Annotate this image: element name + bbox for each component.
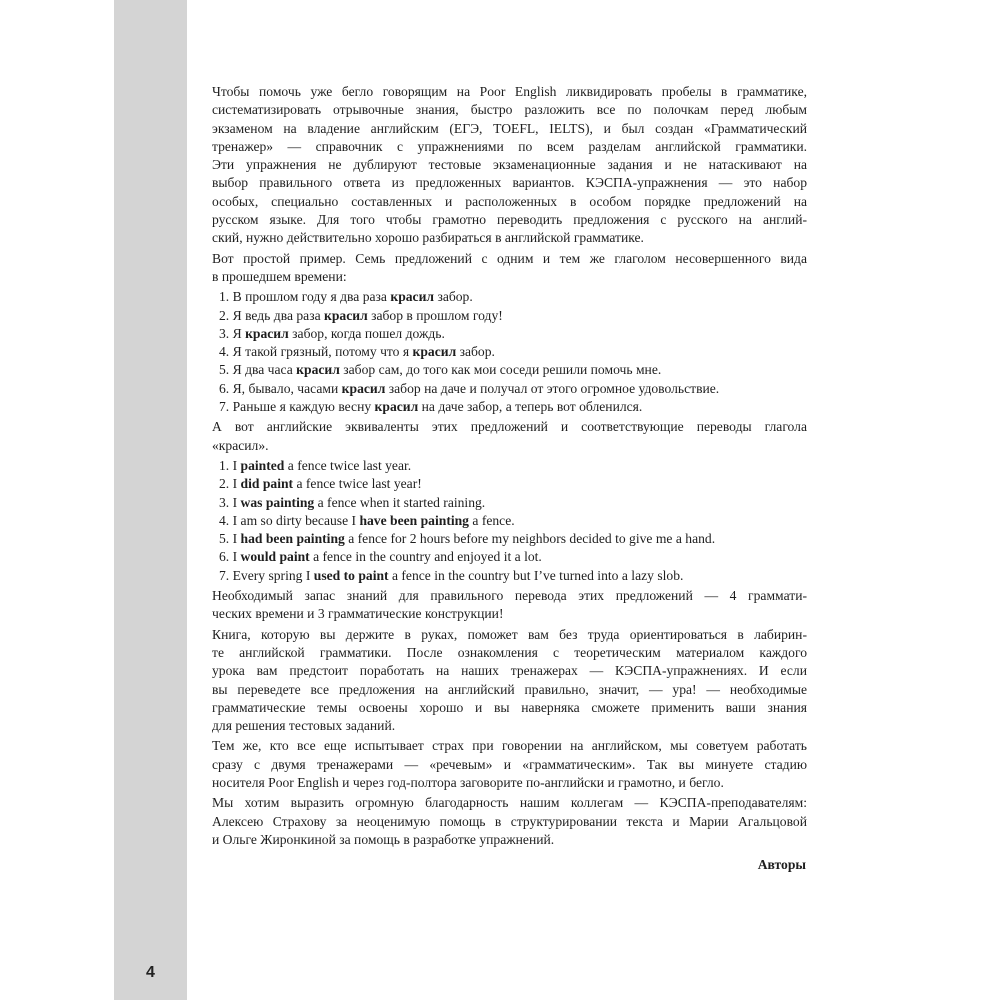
sentence-text: забор. <box>434 289 473 305</box>
example-list <box>212 457 807 585</box>
sentence-text: Я <box>232 325 246 341</box>
sentence-text: a fence twice last year! <box>293 476 422 492</box>
highlighted-verb: did paint <box>240 476 294 492</box>
page-body <box>212 83 807 851</box>
sentence-text: Я, бывало, часами <box>232 380 342 396</box>
text-line: Тем же, кто все еще испытывает страх при говорении на английском, мы советуем работать <box>212 738 807 754</box>
text-line: экзаменом на владение английским (ЕГЭ, TOEFL, IELTS), и был создан «Грамматический <box>212 120 807 136</box>
highlighted-verb: would paint <box>240 549 310 565</box>
list-number: 7. <box>219 399 230 415</box>
text-line: носителя Poor English и через год-полтора заговорите по-английски и грамотно, и бегло. <box>212 774 724 790</box>
text-line: и Ольге Жиронкиной за помощь в разработке упражнений. <box>212 831 555 847</box>
list-number: 5. <box>219 362 230 378</box>
sentence-text: a fence in the country and enjoyed it a lot. <box>309 549 542 565</box>
sentence-text: a fence in the country but I’ve turned into a lazy slob. <box>388 567 684 583</box>
highlighted-verb: красил <box>341 380 386 396</box>
highlighted-verb: красил <box>374 399 419 415</box>
text-line: Книга, которую вы держите в руках, поможет вам без труда ориентироваться в лабирин- <box>212 626 807 642</box>
sentence-text: В прошлом году я два раза <box>232 289 391 305</box>
list-number: 4. <box>219 512 230 528</box>
list-item <box>212 494 807 512</box>
paragraph <box>212 737 807 792</box>
list-number: 1. <box>219 289 230 305</box>
text-line: вы переведете все предложения на английский правильно, значит, — ура! — необходимые <box>212 681 807 697</box>
highlighted-verb: красил <box>390 289 435 305</box>
list-number: 6. <box>219 549 230 565</box>
highlighted-verb: had been painting <box>240 531 345 547</box>
page-number: 4 <box>146 964 155 981</box>
sentence-text: I <box>232 531 241 547</box>
text-line: тренажер» — справочник с упражнениями по всем разделам английской грамматики. <box>212 138 807 154</box>
page-margin-bar <box>114 0 187 1000</box>
highlighted-verb: красил <box>296 362 340 378</box>
text-line: сразу с двумя тренажерами — «речевым» и «грамматическим». Так вы минуете стадию <box>212 756 807 772</box>
example-list <box>212 288 807 416</box>
list-item <box>212 475 807 493</box>
text-line: грамматические темы освоены хорошо и вы наверняка сможете применить ваши знания <box>212 699 807 715</box>
text-line: «красил». <box>212 437 269 453</box>
paragraph <box>212 587 807 624</box>
sentence-text: на даче забор, а теперь вот обленился. <box>418 399 643 415</box>
list-number: 7. <box>219 567 230 583</box>
signature-authors: Авторы <box>757 857 806 872</box>
highlighted-verb: have been painting <box>359 512 469 528</box>
text-line: особых, специально составленных и расположенных в особом порядке предложений на <box>212 193 807 209</box>
text-line: Мы хотим выразить огромную благодарность нашим коллегам — КЭСПА-преподавателям: <box>212 795 807 811</box>
text-line: ский, нужно действительно хорошо разбираться в английской грамматике. <box>212 230 644 246</box>
sentence-text: a fence. <box>468 512 515 528</box>
list-number: 6. <box>219 380 230 396</box>
text-line: те английской грамматики. После ознакомления с теоретическим материалом каждого <box>212 644 807 660</box>
list-item <box>212 307 807 325</box>
text-line: Чтобы помочь уже бегло говорящим на Poor English ликвидировать пробелы в грамматике, <box>212 84 807 99</box>
list-item <box>212 512 807 530</box>
sentence-text: a fence for 2 hours before my neighbors decided to give me a hand. <box>344 531 716 547</box>
sentence-text: забор в прошлом году! <box>367 307 503 323</box>
list-item <box>212 343 807 361</box>
list-item <box>212 548 807 566</box>
sentence-text: a fence twice last year. <box>284 457 412 473</box>
highlighted-verb: was painting <box>240 494 315 510</box>
sentence-text: забор сам, до того как мои соседи решили помочь мне. <box>339 362 662 378</box>
list-item <box>212 567 807 585</box>
sentence-text: I <box>232 476 241 492</box>
sentence-text: забор на даче и получал от этого огромное удовольствие. <box>385 380 720 396</box>
sentence-text: Раньше я каждую весну <box>232 399 375 415</box>
paragraph <box>212 250 807 287</box>
highlighted-verb: красил <box>324 307 368 323</box>
text-line: Вот простой пример. Семь предложений с одним и тем же глаголом несовершенного вида <box>212 250 807 266</box>
sentence-text: Я ведь два раза <box>232 307 325 323</box>
list-number: 5. <box>219 531 230 547</box>
list-item <box>212 457 807 475</box>
highlighted-verb: красил <box>245 325 289 341</box>
text-line: ческих времени и 3 грамматические конструкции! <box>212 606 504 622</box>
text-line: А вот английские эквиваленты этих предложений и соответствующие переводы глагола <box>212 419 807 435</box>
paragraph <box>212 626 807 736</box>
list-number: 3. <box>219 494 230 510</box>
sentence-text: I am so dirty because I <box>232 512 360 528</box>
list-item <box>212 325 807 343</box>
text-line: русском языке. Для того чтобы грамотно переводить предложения с русского на англий- <box>212 212 807 228</box>
paragraph <box>212 83 807 248</box>
sentence-text: a fence when it started raining. <box>314 494 486 510</box>
list-number: 1. <box>219 457 230 473</box>
text-line: Алексею Страхову за неоценимую помощь в структурировании текста и Марии Агальцовой <box>212 813 807 829</box>
sentence-text: забор. <box>456 344 495 360</box>
list-number: 4. <box>219 344 230 360</box>
paragraph <box>212 418 807 455</box>
text-line: систематизировать отрывочные знания, быстро разложить все по полочкам перед любым <box>212 102 807 118</box>
text-line: Необходимый запас знаний для правильного перевода этих предложений — 4 граммати- <box>212 588 807 604</box>
sentence-text: забор, когда пошел дождь. <box>288 325 445 341</box>
sentence-text: I <box>232 549 241 565</box>
sentence-text: I <box>232 457 241 473</box>
paragraph <box>212 794 807 849</box>
list-item <box>212 398 807 416</box>
list-number: 2. <box>219 476 230 492</box>
text-line: в прошедшем времени: <box>212 268 347 284</box>
list-item <box>212 530 807 548</box>
highlighted-verb: used to paint <box>313 567 389 583</box>
list-item <box>212 361 807 379</box>
text-line: урока вам предстоит поработать на наших тренажерах — КЭСПА-упражнениях. И если <box>212 663 807 679</box>
sentence-text: Я два часа <box>232 362 297 378</box>
sentence-text: I <box>232 494 241 510</box>
list-number: 3. <box>219 325 230 341</box>
sentence-text: Я такой грязный, потому что я <box>232 344 413 360</box>
text-line: Эти упражнения не дублируют тестовые экзаменационные задания и не натаскивают на <box>212 157 807 173</box>
list-item <box>212 288 807 306</box>
sentence-text: Every spring I <box>232 567 314 583</box>
text-line: выбор правильного ответа из предложенных вариантов. КЭСПА-упражнения — это набор <box>212 175 807 191</box>
text-line: для решения тестовых заданий. <box>212 718 396 734</box>
list-number: 2. <box>219 307 230 323</box>
highlighted-verb: красил <box>412 344 457 360</box>
list-item <box>212 380 807 398</box>
highlighted-verb: painted <box>240 457 285 473</box>
